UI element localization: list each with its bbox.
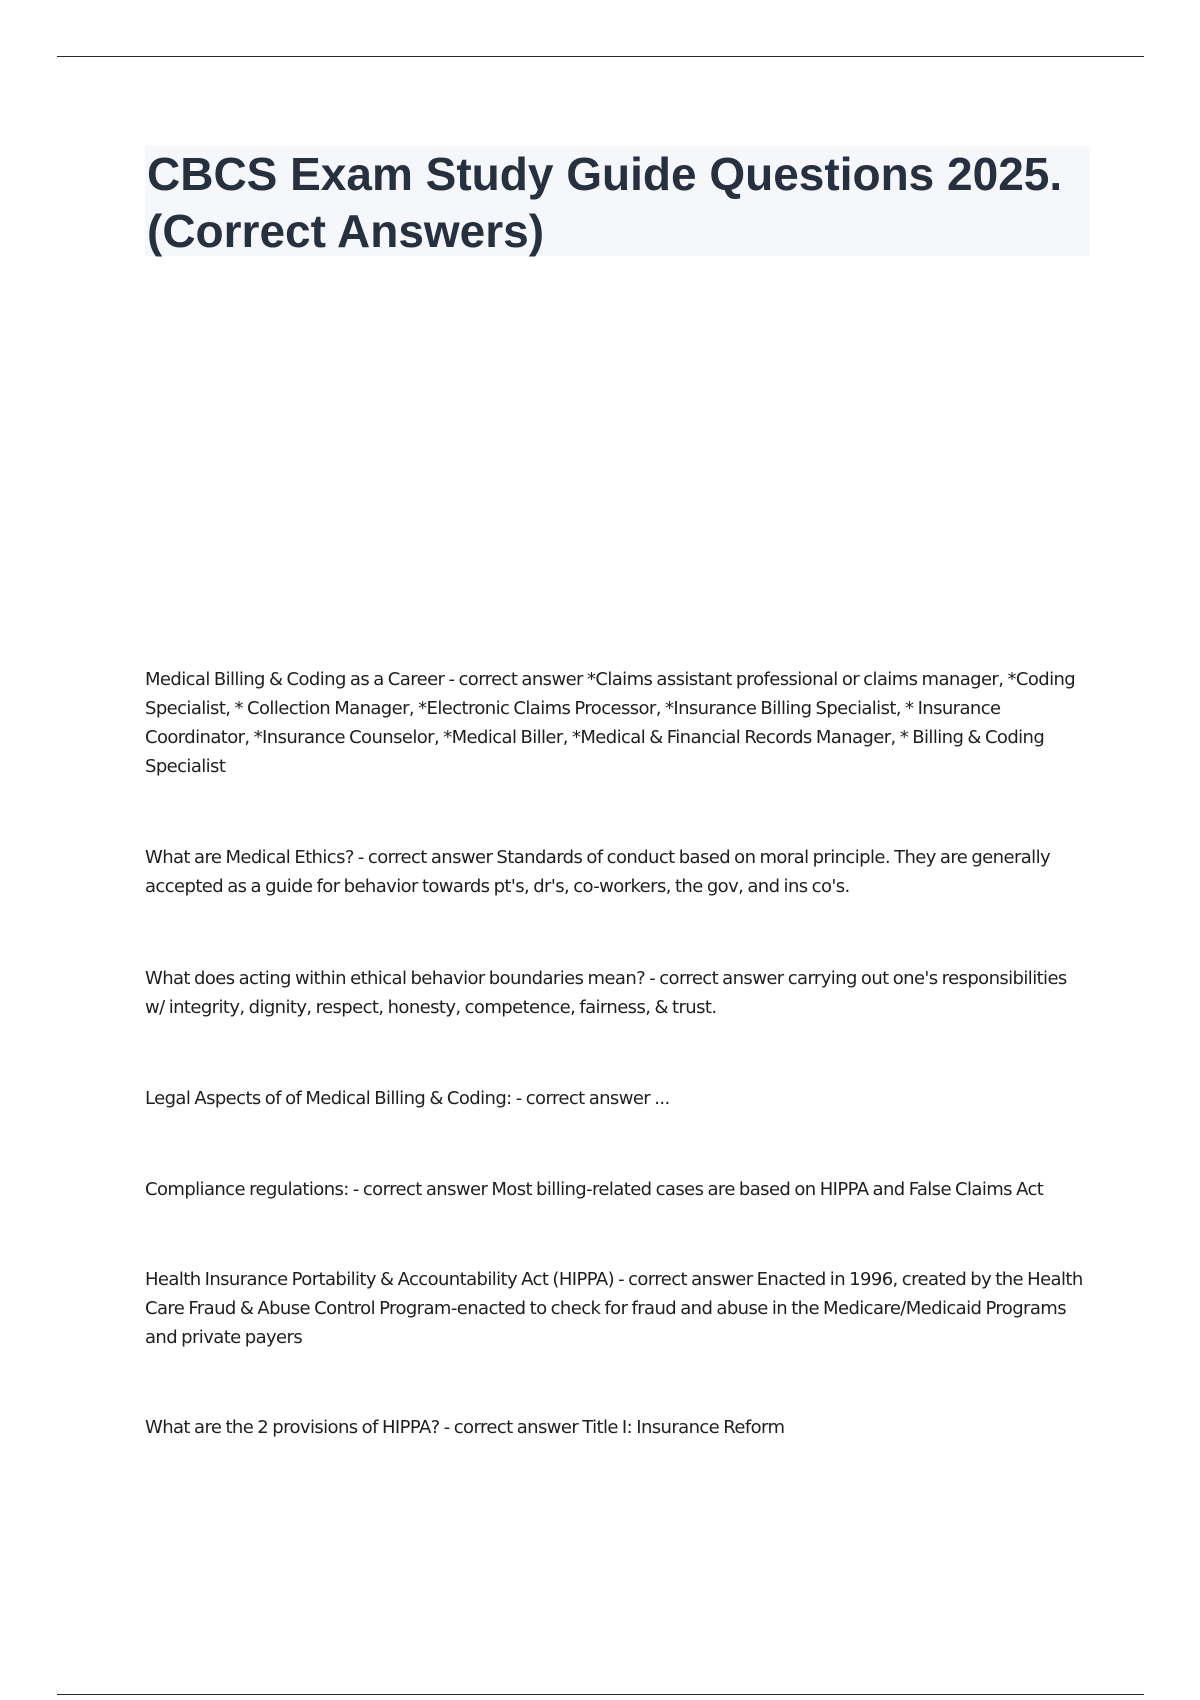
header-rule [57, 56, 1144, 57]
qa-entry-ethical-boundaries: What does acting within ethical behavior boundaries mean? - correct answer carrying out one's responsibilities w/ integrity, dignity, respect, honesty, competence, fairness, & trust. [145, 968, 1067, 1018]
qa-entry-career: Medical Billing & Coding as a Career - correct answer *Claims assistant professional or claims manager, *Coding Specialist, * Collection Manager, *Electronic Claims Processor, *Insurance Billing Specialist, * Insurance Coordinator, *Insurance Counselor, *Medical Biller, *Medical & Financial Records Manager, * Billing & Coding Specialist [145, 669, 1076, 777]
qa-entry-hippa: Health Insurance Portability & Accountability Act (HIPPA) - correct answer Enacted in 1996, created by the Health Care Fraud & Abuse Control Program-enacted to check for fraud and abuse in the Medicare/Medicaid Programs and private payers [145, 1269, 1083, 1348]
qa-entry-hippa-provisions: What are the 2 provisions of HIPPA? - correct answer Title I: Insurance Reform [145, 1417, 785, 1438]
qa-entry-compliance: Compliance regulations: - correct answer Most billing-related cases are based on HIPPA and False Claims Act [145, 1179, 1044, 1200]
document-title: CBCS Exam Study Guide Questions 2025. (Correct Answers) [147, 148, 1063, 257]
footer-rule [57, 1694, 1144, 1695]
qa-entry-legal-aspects: Legal Aspects of of Medical Billing & Coding: - correct answer ... [145, 1088, 670, 1109]
qa-entry-medical-ethics: What are Medical Ethics? - correct answer Standards of conduct based on moral principle. They are generally accepted as a guide for behavior towards pt's, dr's, co-workers, the gov, and ins co's. [145, 847, 1051, 897]
